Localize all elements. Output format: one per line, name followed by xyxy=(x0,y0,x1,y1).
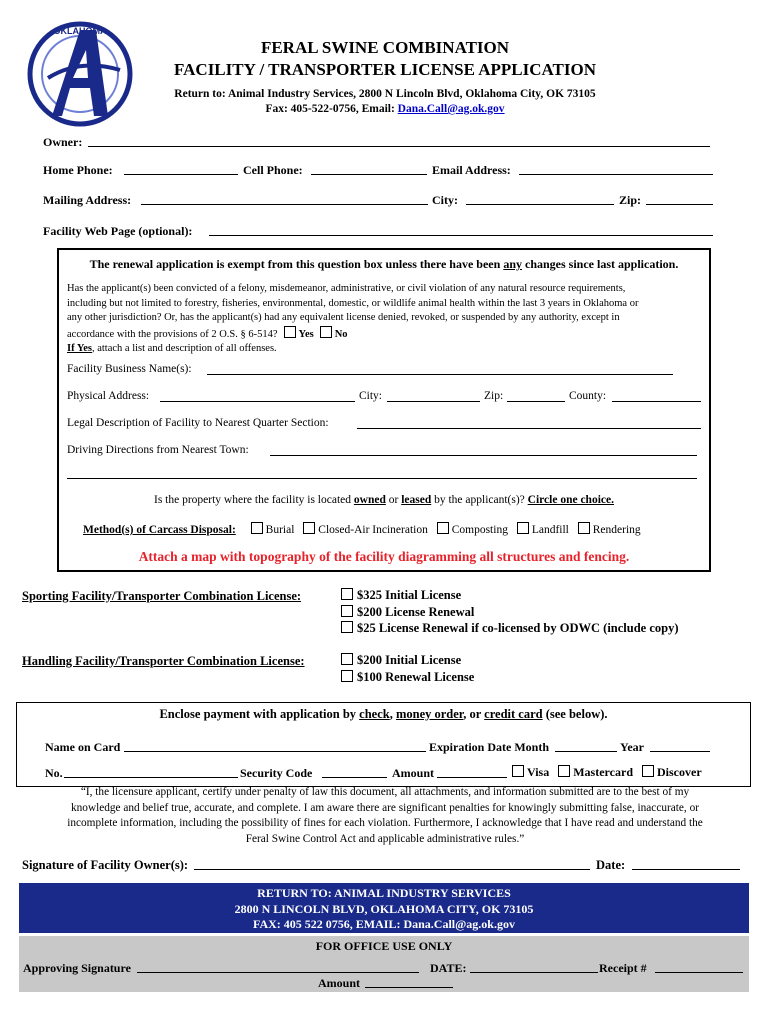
signature-label: Signature of Facility Owner(s): xyxy=(22,858,189,872)
office-date-label: DATE: xyxy=(430,961,467,975)
return-to-box xyxy=(19,883,749,933)
handling-license-label: Handling Facility/Transporter Combination License: xyxy=(22,654,305,668)
physical-address-label: Physical Address: xyxy=(67,390,150,402)
directions-label: Driving Directions from Nearest Town: xyxy=(67,444,249,456)
amount-label: Amount xyxy=(392,766,435,780)
if-yes-row xyxy=(67,342,707,357)
expiration-month-label: Expiration Date Month xyxy=(429,740,549,754)
question-line4: accordance with the provisions of 2 O.S. § 6-514? xyxy=(67,328,278,340)
legal-description-label: Legal Description of Facility to Nearest Quarter Section: xyxy=(67,417,329,429)
security-code-label: Security Code xyxy=(240,766,313,780)
certification-line3: incomplete information, including the possibility of fines for each violation. Furthermore, I acknowledge that I have read and understand the xyxy=(67,817,703,829)
enclose-sep2: , or xyxy=(463,707,485,721)
incineration-label: Closed-Air Incineration xyxy=(318,524,428,536)
name-on-card-label: Name on Card xyxy=(45,740,121,754)
sporting-renewal-label: $200 License Renewal xyxy=(357,604,475,619)
no-checkbox[interactable] xyxy=(320,326,332,338)
circle-instruction: Circle one choice. xyxy=(527,494,614,506)
box-city-field[interactable] xyxy=(387,388,480,402)
office-use-title: FOR OFFICE USE ONLY xyxy=(315,939,453,953)
physical-address-field[interactable] xyxy=(160,388,355,402)
property-text-mid: by the applicant(s)? xyxy=(431,494,528,506)
handling-initial-checkbox[interactable] xyxy=(341,653,353,665)
question-line2: including but not limited to forestry, fisheries, environmental, domestic, or wildlife animal health within the last 3 years in Oklahoma or xyxy=(67,297,639,309)
property-text-pre: Is the property where the facility is located xyxy=(153,494,354,506)
return-box-line1: RETURN TO: ANIMAL INDUSTRY SERVICES xyxy=(257,886,511,900)
year-label: Year xyxy=(620,740,644,754)
logo xyxy=(24,18,136,130)
page-title-line2: FACILITY / TRANSPORTER LICENSE APPLICATION xyxy=(174,60,596,79)
sporting-odwc-label: $25 License Renewal if co-licensed by ODWC (include copy) xyxy=(357,621,679,635)
sporting-initial-checkbox[interactable] xyxy=(341,588,353,600)
box-zip-field[interactable] xyxy=(507,388,565,402)
question-line4-row xyxy=(67,326,707,343)
owner-field[interactable] xyxy=(88,133,710,147)
landfill-label: Landfill xyxy=(531,524,569,536)
zip-field[interactable] xyxy=(646,191,713,205)
sporting-option-renewal xyxy=(341,604,679,621)
security-code-field[interactable] xyxy=(322,764,387,778)
fax-text: Fax: 405-522-0756, Email: xyxy=(265,103,398,115)
county-label: County: xyxy=(569,390,607,402)
yes-checkbox[interactable] xyxy=(284,326,296,338)
mailing-address-field[interactable] xyxy=(141,191,428,205)
year-field[interactable] xyxy=(650,738,710,752)
card-number-field[interactable] xyxy=(64,764,238,778)
handling-options xyxy=(341,652,474,685)
business-name-field[interactable] xyxy=(207,361,673,375)
if-yes-label: If Yes xyxy=(67,343,92,354)
directions-field[interactable] xyxy=(270,442,697,456)
composting-label: Composting xyxy=(451,524,508,536)
sporting-option-initial xyxy=(341,587,679,604)
owner-label: Owner: xyxy=(43,135,83,149)
sporting-option-odwc xyxy=(341,620,679,637)
property-or: or xyxy=(385,494,402,506)
box-zip-label: Zip: xyxy=(484,390,504,402)
legal-description-field[interactable] xyxy=(357,415,701,429)
conviction-question xyxy=(67,282,707,357)
return-address: Return to: Animal Industry Services, 2800 N Lincoln Blvd, Oklahoma City, OK 73105 xyxy=(174,88,596,100)
signature-date-field[interactable] xyxy=(632,856,740,870)
question-line3: any other jurisdiction? Or, has the applicant(s) had any equivalent license denied, revoked, or suspended by any authority, except in xyxy=(67,312,620,323)
email-address-label: Email Address: xyxy=(432,163,511,177)
city-label: City: xyxy=(432,193,458,207)
receipt-label: Receipt # xyxy=(599,961,647,975)
directions-field-line2[interactable] xyxy=(67,465,697,479)
attach-map-notice: Attach a map with topography of the facility diagramming all structures and fencing. xyxy=(138,549,630,564)
card-number-label: No. xyxy=(45,766,63,780)
page-title-line1: FERAL SWINE COMBINATION xyxy=(260,38,510,57)
if-yes-text: , attach a list and description of all offenses. xyxy=(91,343,277,354)
cell-phone-label: Cell Phone: xyxy=(243,163,303,177)
approving-signature-label: Approving Signature xyxy=(23,961,131,975)
handling-initial-label: $200 Initial License xyxy=(357,653,462,667)
certification-line4: Feral Swine Control Act and applicable administrative rules.” xyxy=(245,832,525,845)
check-option: check xyxy=(359,707,390,721)
sporting-initial-label: $325 Initial License xyxy=(357,588,462,602)
certification-statement xyxy=(10,785,760,847)
approving-signature-field[interactable] xyxy=(137,959,419,973)
business-name-label: Facility Business Name(s): xyxy=(67,363,192,375)
email-link[interactable]: Dana.Call@ag.ok.gov xyxy=(397,103,505,115)
carcass-disposal-label: Method(s) of Carcass Disposal: xyxy=(83,524,236,536)
enclose-text-pre: Enclose payment with application by xyxy=(159,707,360,721)
web-page-label: Facility Web Page (optional): xyxy=(43,224,193,238)
question-line1: Has the applicant(s) been convicted of a felony, misdemeanor, administrative, or civil violation of any natural resource requirements, xyxy=(67,283,626,294)
exempt-text-any: any xyxy=(503,257,522,271)
web-page-field[interactable] xyxy=(209,222,713,236)
discover-label: Discover xyxy=(657,765,702,779)
property-question xyxy=(57,494,711,506)
home-phone-field[interactable] xyxy=(124,161,238,175)
signature-date-label: Date: xyxy=(596,858,626,872)
card-type-row xyxy=(506,765,702,780)
composting-checkbox[interactable] xyxy=(437,522,449,534)
no-label: No xyxy=(334,328,348,340)
svg-text:OKLAHOMA: OKLAHOMA xyxy=(53,26,107,36)
owned-choice[interactable]: owned xyxy=(353,494,386,506)
landfill-checkbox[interactable] xyxy=(517,522,529,534)
sporting-renewal-checkbox[interactable] xyxy=(341,605,353,617)
box-city-label: City: xyxy=(359,390,383,402)
office-amount-label: Amount xyxy=(318,976,361,990)
exempt-text-post: changes since last application. xyxy=(522,257,679,271)
rendering-checkbox[interactable] xyxy=(578,522,590,534)
carcass-disposal-row xyxy=(83,522,641,536)
receipt-field[interactable] xyxy=(655,959,743,973)
visa-label: Visa xyxy=(527,765,550,779)
oklahoma-seal-icon xyxy=(24,18,136,130)
leased-choice[interactable]: leased xyxy=(401,494,432,506)
return-box-line3: FAX: 405 522 0756, EMAIL: Dana.Call@ag.ok.gov xyxy=(253,917,515,931)
signature-field[interactable] xyxy=(194,856,590,870)
home-phone-label: Home Phone: xyxy=(43,163,113,177)
money-order-option: money order xyxy=(395,707,464,721)
enclose-payment-notice xyxy=(16,707,751,722)
mastercard-label: Mastercard xyxy=(573,765,633,779)
enclose-text-post: (see below). xyxy=(542,707,608,721)
exempt-notice xyxy=(57,257,711,272)
handling-option-initial xyxy=(341,652,474,669)
name-on-card-field[interactable] xyxy=(124,738,426,752)
rendering-label: Rendering xyxy=(592,524,641,536)
mastercard-checkbox[interactable] xyxy=(558,765,570,777)
exempt-text-pre: The renewal application is exempt from this question box unless there have been xyxy=(89,257,504,271)
sporting-odwc-checkbox[interactable] xyxy=(341,621,353,633)
mailing-address-label: Mailing Address: xyxy=(43,193,132,207)
office-date-field[interactable] xyxy=(470,959,598,973)
incineration-checkbox[interactable] xyxy=(303,522,315,534)
yes-label: Yes xyxy=(298,328,314,340)
handling-option-renewal xyxy=(341,669,474,686)
city-field[interactable] xyxy=(466,191,614,205)
discover-checkbox[interactable] xyxy=(642,765,654,777)
county-field[interactable] xyxy=(612,388,701,402)
fax-email-line xyxy=(140,103,630,115)
sporting-options xyxy=(341,587,679,637)
burial-checkbox[interactable] xyxy=(251,522,263,534)
credit-card-option: credit card xyxy=(484,707,543,721)
amount-field[interactable] xyxy=(437,764,507,778)
certification-line2: knowledge and belief true, accurate, and complete. I am aware there are significant penalties for knowingly submitting false, inaccurate, or xyxy=(71,801,699,814)
enclose-sep1: , xyxy=(389,707,396,721)
zip-label: Zip: xyxy=(619,193,642,207)
office-amount-field[interactable] xyxy=(365,974,453,988)
handling-renewal-checkbox[interactable] xyxy=(341,670,353,682)
sporting-license-label: Sporting Facility/Transporter Combination License: xyxy=(22,589,302,603)
return-box-line2: 2800 N LINCOLN BLVD, OKLAHOMA CITY, OK 73105 xyxy=(234,901,534,916)
certification-line1: “I, the licensure applicant, certify under penalty of law this document, all attachments, and information submitted are to the best of my xyxy=(80,786,690,798)
visa-checkbox[interactable] xyxy=(512,765,524,777)
burial-label: Burial xyxy=(265,524,295,536)
expiration-month-field[interactable] xyxy=(555,738,617,752)
cell-phone-field[interactable] xyxy=(311,161,427,175)
email-address-field[interactable] xyxy=(519,161,713,175)
handling-renewal-label: $100 Renewal License xyxy=(357,669,475,684)
